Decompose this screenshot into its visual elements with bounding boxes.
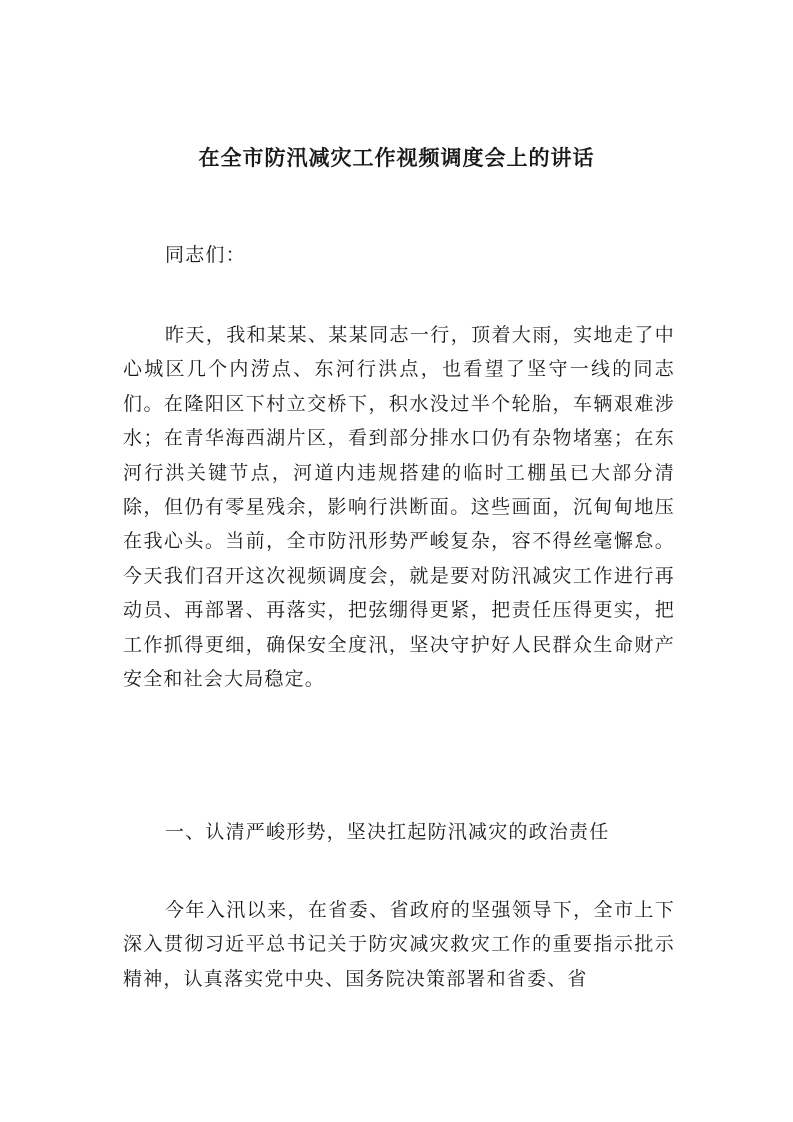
body-paragraph-1: 昨天，我和某某、某某同志一行，顶着大雨，实地走了中心城区几个内涝点、东河行洪点，也看望了坚守一线的同志们。在隆阳区下村立交桥下，积水没过半个轮胎，车辆艰难涉水；在青华海西湖片区，看到部分排水口仍有杂物堵塞；在东河行洪关键节点，河道内违规搭建的临时工棚虽已大部分清除，但仍有零星残余，影响行洪断面。这些画面，沉甸甸地压在我心头。当前，全市防汛形势严峻复杂，容不得丝毫懈怠。今天我们召开这次视频调度会，就是要对防汛减灾工作进行再动员、再部署、再落实，把弦绷得更紧，把责任压得更实，把工作抓得更细，确保安全度汛，坚决守护好人民群众生命财产安全和社会大局稳定。 [123,324,675,691]
salutation: 同志们： [165,244,246,266]
body-paragraph-2: 今年入汛以来，在省委、省政府的坚强领导下，全市上下深入贯彻习近平总书记关于防灾减灾救灾工作的重要指示批示精神，认真落实党中央、国务院决策部署和省委、省 [123,899,675,990]
document-title: 在全市防汛减灾工作视频调度会上的讲话 [198,145,595,171]
section-heading-1: 一、认清严峻形势，坚决扛起防汛减灾的政治责任 [165,821,610,843]
